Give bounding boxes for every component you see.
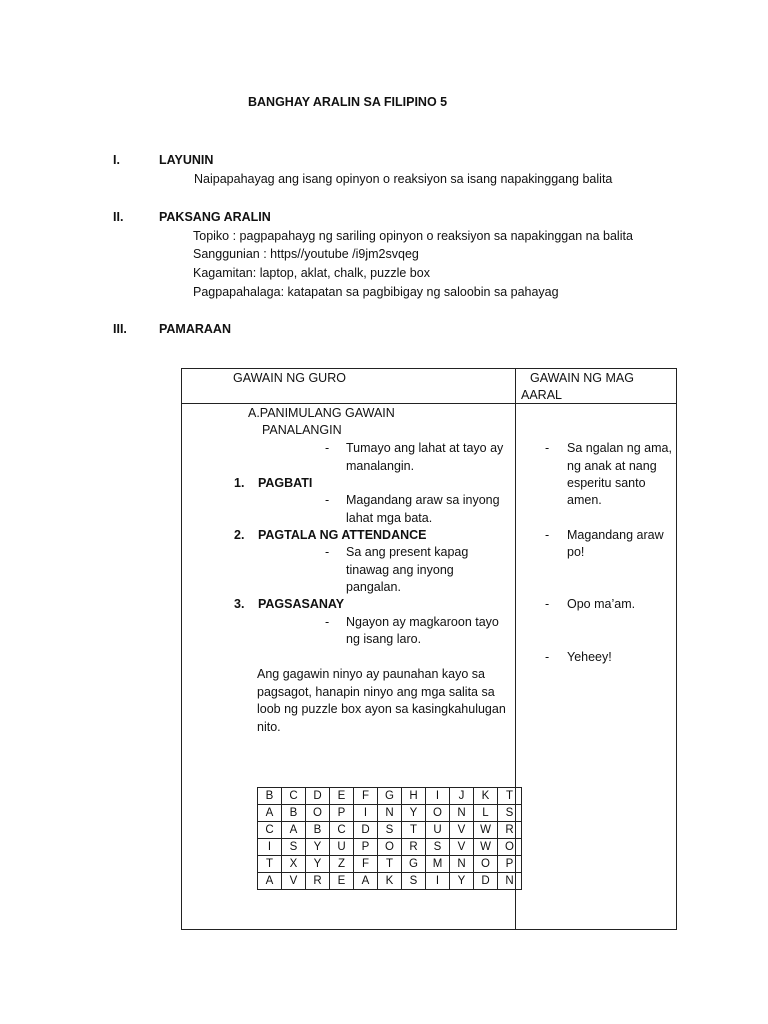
panalangin-text-1: Tumayo ang lahat at tayo ay [346, 441, 504, 455]
puzzle-cell: X [282, 856, 306, 873]
puzzle-row [258, 839, 522, 856]
item-2-number: 2. [234, 528, 245, 542]
puzzle-cell: N [498, 873, 522, 890]
puzzle-cell: R [402, 839, 426, 856]
puzzle-cell: A [282, 822, 306, 839]
puzzle-cell: P [498, 856, 522, 873]
response-3-dash: - [545, 597, 550, 611]
puzzle-cell: B [258, 788, 282, 805]
instruction-paragraph-line-3: loob ng puzzle box ayon sa kasingkahulugan [257, 702, 506, 716]
section-heading-layunin: LAYUNIN [159, 153, 214, 167]
puzzle-cell: A [258, 805, 282, 822]
response-1-line-2: ng anak at nang [567, 459, 657, 473]
response-2-line-1: Magandang araw [567, 528, 664, 542]
puzzle-box-grid [257, 787, 522, 890]
puzzle-cell: N [450, 856, 474, 873]
puzzle-cell: U [330, 839, 354, 856]
instruction-paragraph-line-2: pagsagot, hanapin ninyo ang mga salita sa [257, 685, 495, 699]
paksang-line-topiko: Topiko : pagpapahayg ng sariling opinyon o reaksiyon sa napakinggan na balita [193, 229, 633, 243]
puzzle-cell: O [474, 856, 498, 873]
puzzle-cell: Z [330, 856, 354, 873]
attendance-text-3: pangalan. [346, 580, 401, 594]
puzzle-row [258, 873, 522, 890]
puzzle-cell: Y [306, 839, 330, 856]
header-gawain-mag-aaral-2: AARAL [521, 388, 562, 402]
puzzle-cell: Y [306, 856, 330, 873]
puzzle-cell: H [402, 788, 426, 805]
document-title: BANGHAY ARALIN SA FILIPINO 5 [248, 95, 448, 109]
puzzle-cell: T [378, 856, 402, 873]
layunin-text: Naipapahayag ang isang opinyon o reaksiyon sa isang napakinggang balita [194, 172, 613, 186]
response-4-line: Yeheey! [567, 650, 612, 664]
puzzle-row [258, 788, 522, 805]
puzzle-cell: I [258, 839, 282, 856]
response-1-dash: - [545, 441, 550, 455]
paksang-line-sanggunian: Sanggunian : https//youtube /i9jm2svqeg [193, 247, 419, 261]
puzzle-cell: W [474, 822, 498, 839]
puzzle-cell: Y [450, 873, 474, 890]
puzzle-cell: S [426, 839, 450, 856]
puzzle-cell: I [354, 805, 378, 822]
puzzle-cell: K [378, 873, 402, 890]
puzzle-cell: D [306, 788, 330, 805]
puzzle-row [258, 805, 522, 822]
response-2-dash: - [545, 528, 550, 542]
header-gawain-guro: GAWAIN NG GURO [233, 371, 346, 385]
pagsasanay-text-2: ng isang laro. [346, 632, 422, 646]
item-1-pagbati: PAGBATI [258, 476, 313, 490]
puzzle-cell: G [402, 856, 426, 873]
puzzle-cell: O [306, 805, 330, 822]
instruction-paragraph-line-4: nito. [257, 720, 281, 734]
item-3-number: 3. [234, 597, 245, 611]
puzzle-cell: T [498, 788, 522, 805]
puzzle-cell: N [450, 805, 474, 822]
puzzle-cell: G [378, 788, 402, 805]
puzzle-cell: P [330, 805, 354, 822]
paksang-line-kagamitan: Kagamitan: laptop, aklat, chalk, puzzle box [193, 266, 430, 280]
puzzle-cell: B [282, 805, 306, 822]
puzzle-cell: A [258, 873, 282, 890]
puzzle-cell: R [498, 822, 522, 839]
puzzle-cell: U [426, 822, 450, 839]
puzzle-cell: P [354, 839, 378, 856]
panalangin-text-2: manalangin. [346, 459, 415, 473]
puzzle-cell: O [426, 805, 450, 822]
puzzle-cell: T [258, 856, 282, 873]
pagbati-dash: - [325, 493, 330, 507]
response-1-line-1: Sa ngalan ng ama, [567, 441, 672, 455]
section-number-3: III. [113, 322, 127, 336]
puzzle-cell: M [426, 856, 450, 873]
puzzle-cell: E [330, 788, 354, 805]
puzzle-cell: R [306, 873, 330, 890]
item-2-attendance: PAGTALA NG ATTENDANCE [258, 528, 427, 542]
puzzle-cell: V [450, 822, 474, 839]
puzzle-cell: D [354, 822, 378, 839]
puzzle-cell: S [378, 822, 402, 839]
puzzle-cell: N [378, 805, 402, 822]
panimulang-gawain-heading: A.PANIMULANG GAWAIN [248, 406, 395, 420]
attendance-dash: - [325, 545, 330, 559]
table-header-divider [182, 403, 676, 404]
paksang-line-pagpapahalaga: Pagpapahalaga: katapatan sa pagbibigay ng saloobin sa pahayag [193, 285, 559, 299]
puzzle-cell: L [474, 805, 498, 822]
header-gawain-mag-aaral-1: GAWAIN NG MAG [530, 371, 634, 385]
panalangin-heading: PANALANGIN [262, 423, 342, 437]
pagbati-text-2: lahat mga bata. [346, 511, 433, 525]
puzzle-cell: C [330, 822, 354, 839]
puzzle-cell: F [354, 856, 378, 873]
puzzle-cell: Y [402, 805, 426, 822]
puzzle-cell: W [474, 839, 498, 856]
section-heading-pamaraan: PAMARAAN [159, 322, 231, 336]
puzzle-cell: K [474, 788, 498, 805]
attendance-text-2: tinawag ang inyong [346, 563, 454, 577]
panalangin-dash: - [325, 441, 330, 455]
puzzle-cell: A [354, 873, 378, 890]
puzzle-cell: O [378, 839, 402, 856]
puzzle-cell: V [450, 839, 474, 856]
puzzle-cell: E [330, 873, 354, 890]
section-heading-paksang-aralin: PAKSANG ARALIN [159, 210, 271, 224]
section-number-2: II. [113, 210, 124, 224]
item-1-number: 1. [234, 476, 245, 490]
response-3-line: Opo ma’am. [567, 597, 636, 611]
puzzle-cell: S [282, 839, 306, 856]
puzzle-cell: D [474, 873, 498, 890]
response-2-line-2: po! [567, 545, 585, 559]
puzzle-cell: O [498, 839, 522, 856]
puzzle-cell: F [354, 788, 378, 805]
item-3-pagsasanay: PAGSASANAY [258, 597, 345, 611]
puzzle-cell: V [282, 873, 306, 890]
puzzle-cell: S [402, 873, 426, 890]
pagsasanay-dash: - [325, 615, 330, 629]
puzzle-cell: I [426, 873, 450, 890]
puzzle-cell: T [402, 822, 426, 839]
puzzle-cell: C [282, 788, 306, 805]
response-1-line-4: amen. [567, 493, 602, 507]
puzzle-cell: I [426, 788, 450, 805]
attendance-text-1: Sa ang present kapag [346, 545, 469, 559]
puzzle-cell: C [258, 822, 282, 839]
puzzle-row [258, 822, 522, 839]
response-1-line-3: esperitu santo [567, 476, 646, 490]
section-number-1: I. [113, 153, 120, 167]
puzzle-cell: J [450, 788, 474, 805]
pagsasanay-text-1: Ngayon ay magkaroon tayo [346, 615, 499, 629]
instruction-paragraph-line-1: Ang gagawin ninyo ay paunahan kayo sa [257, 667, 485, 681]
puzzle-cell: B [306, 822, 330, 839]
pagbati-text-1: Magandang araw sa inyong [346, 493, 500, 507]
response-4-dash: - [545, 650, 550, 664]
puzzle-cell: S [498, 805, 522, 822]
puzzle-row [258, 856, 522, 873]
